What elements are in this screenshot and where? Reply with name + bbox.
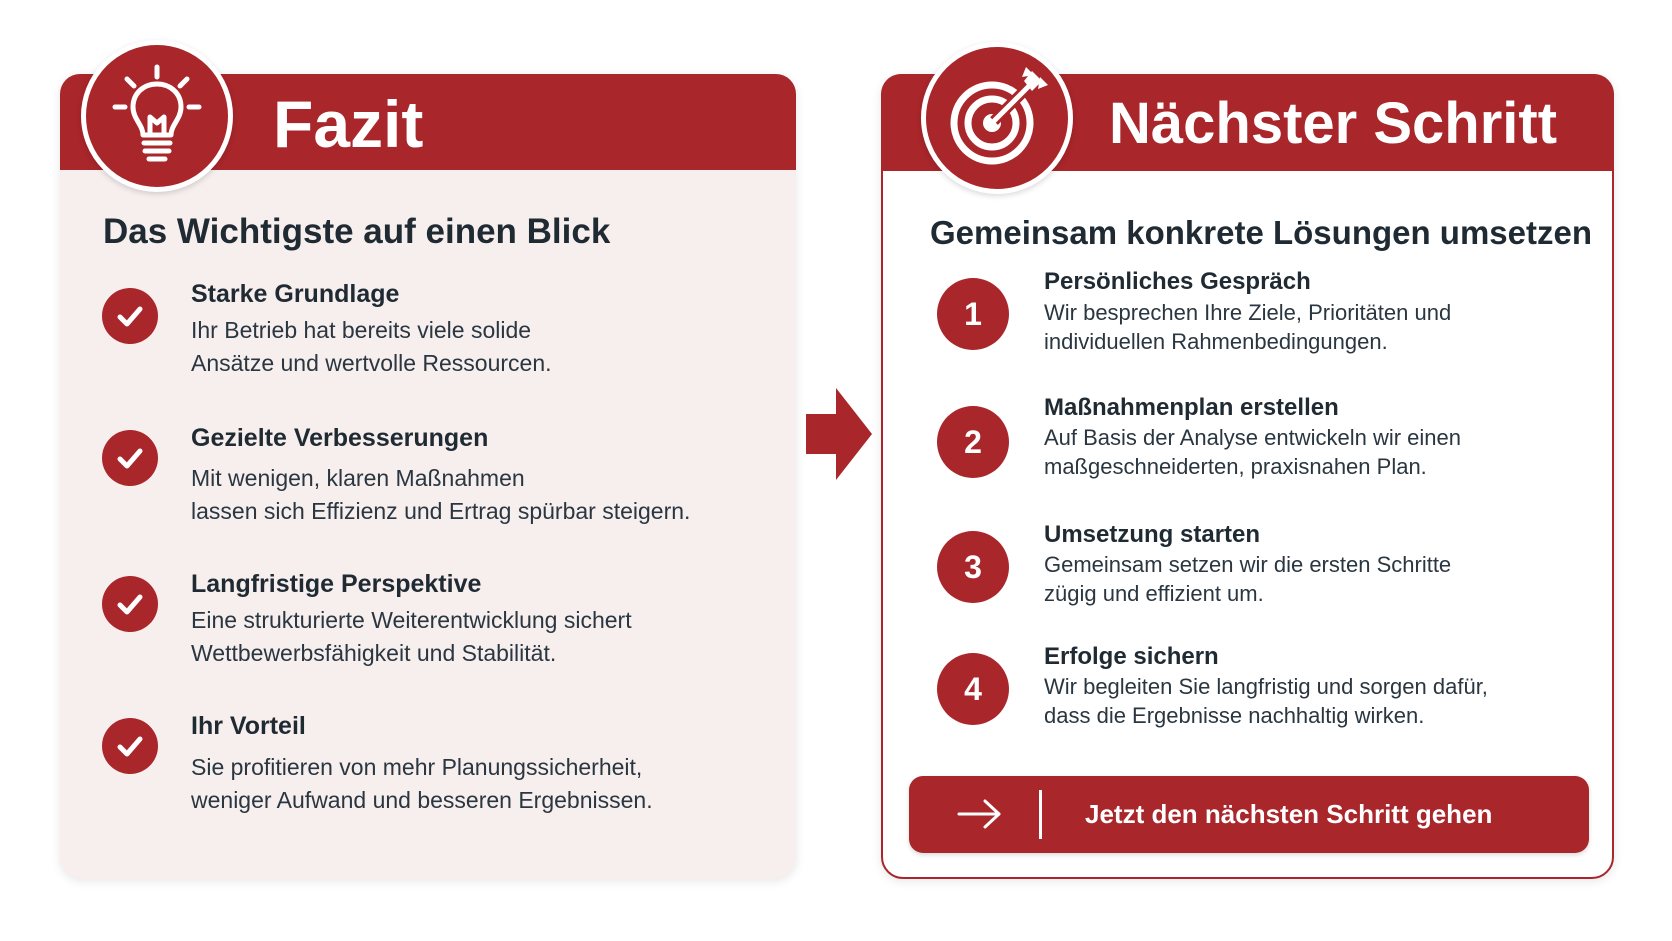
fazit-item-desc-line: Sie profitieren von mehr Planungssicherheit, [191, 754, 643, 780]
fazit-item-desc-line: Ansätze und wertvolle Ressourcen. [191, 350, 552, 376]
step-number: 3 [937, 531, 1009, 603]
fazit-item-desc-line: lassen sich Effizienz und Ertrag spürbar steigern. [191, 498, 691, 524]
step-desc-line: Auf Basis der Analyse entwickeln wir einen [1044, 425, 1461, 450]
fazit-item-title: Starke Grundlage [191, 280, 400, 308]
step-title: Erfolge sichern [1044, 643, 1219, 670]
fazit-item-desc-line: Ihr Betrieb hat bereits viele solide [191, 317, 532, 343]
cta-label: Jetzt den nächsten Schritt gehen [1085, 799, 1493, 829]
lightbulb-icon [81, 40, 233, 192]
step-desc-line: dass die Ergebnisse nachhaltig wirken. [1044, 703, 1425, 728]
fazit-subtitle: Das Wichtigste auf einen Blick [103, 212, 611, 251]
fazit-item-desc-line: weniger Aufwand und besseren Ergebnissen. [191, 787, 653, 813]
step-desc-line: Wir begleiten Sie langfristig und sorgen dafür, [1044, 674, 1488, 699]
fazit-item-desc-line: Eine strukturierte Weiterentwicklung sichert [191, 607, 632, 633]
checkmark-icon [102, 288, 158, 344]
step-number: 2 [937, 406, 1009, 478]
fazit-item-title: Ihr Vorteil [191, 712, 306, 740]
step-desc-line: Gemeinsam setzen wir die ersten Schritte [1044, 552, 1452, 577]
fazit-item-desc-line: Wettbewerbsfähigkeit und Stabilität. [191, 640, 557, 666]
step-title: Maßnahmenplan erstellen [1044, 394, 1339, 421]
next-step-subtitle: Gemeinsam konkrete Lösungen umsetzen [930, 214, 1593, 251]
step-number: 1 [937, 278, 1009, 350]
step-desc-line: Wir besprechen Ihre Ziele, Prioritäten und [1044, 300, 1452, 325]
checkmark-icon [102, 718, 158, 774]
fazit-item-desc-line: Mit wenigen, klaren Maßnahmen [191, 465, 525, 491]
cta-divider [1039, 790, 1042, 839]
step-title: Persönliches Gespräch [1044, 268, 1311, 295]
arrow-right-icon [957, 796, 1003, 837]
step-desc-line: zügig und effizient um. [1044, 581, 1264, 606]
step-desc-line: individuellen Rahmenbedingungen. [1044, 329, 1388, 354]
next-step-card [881, 74, 1614, 879]
step-number: 4 [937, 653, 1009, 725]
step-desc-line: maßgeschneiderten, praxisnahen Plan. [1044, 454, 1427, 479]
arrow-right-icon [806, 388, 872, 485]
target-icon [921, 42, 1073, 194]
fazit-item-title: Langfristige Perspektive [191, 570, 482, 598]
checkmark-icon [102, 576, 158, 632]
fazit-card [60, 74, 796, 879]
fazit-item-title: Gezielte Verbesserungen [191, 424, 489, 452]
next-step-cta-button[interactable] [909, 776, 1589, 853]
checkmark-icon [102, 430, 158, 486]
step-title: Umsetzung starten [1044, 521, 1261, 548]
fazit-title: Fazit [273, 87, 424, 161]
next-step-title: Nächster Schritt [1109, 91, 1558, 156]
